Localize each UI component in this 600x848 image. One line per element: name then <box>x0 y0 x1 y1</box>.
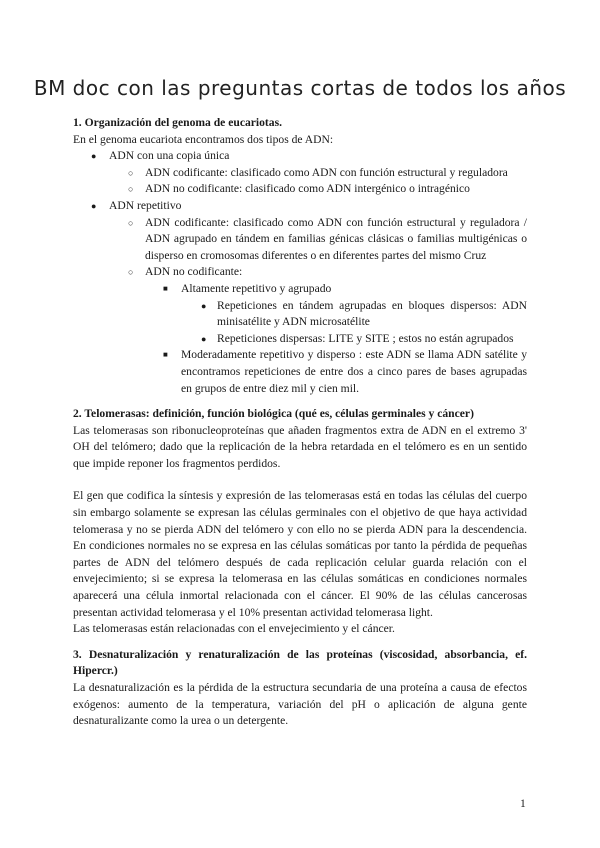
section-2-heading: 2. Telomerasas: definición, función biológica (qué es, células germinales y cáncer) <box>73 407 474 421</box>
list-item <box>73 198 527 215</box>
bullet-marker: ● <box>91 151 97 162</box>
bullet-marker: ● <box>201 333 207 344</box>
list-item <box>73 165 527 182</box>
document-body <box>73 115 527 730</box>
section-1-heading: 1. Organización del genoma de eucariotas. <box>73 116 282 129</box>
section-3-paragraph: La desnaturalización es la pérdida de la estructura secundaria de una proteína a causa de efectos exógenos: aumento de la temperatura, variación del pH o aplicación de alguna gente desnaturalizante como la urea o un detergente. <box>73 681 527 728</box>
square-marker: ■ <box>163 283 168 293</box>
list-item-text: ADN codificante: clasificado como ADN con función estructural y reguladora <box>145 165 508 179</box>
section-2-paragraph: Las telomerasas están relacionadas con el envejecimiento y el cáncer. <box>73 622 395 636</box>
section-2-paragraph: El gen que codifica la síntesis y expresión de las telomerasas está en todas las células del cuerpo sin embargo solamente se expresan las células germinales con el objetivo de que haya actividad telomerasa y no se pierda ADN del telómero y con ello no se pierda ADN para la descendencia. En condiciones normales no se expresa en las células somáticas por tanto la pérdida de pequeñas partes de ADN del telómero después de cada replicación celular guarda relación con el envejecimiento; si se expresa la telomerasa en las células somáticas en condiciones normales aparecerá una célula inmortal relacionada con el cáncer. El 90% de las células cancerosas presentan actividad telomerasa y el 10% presentan actividad telomerasa light. <box>73 489 527 619</box>
bullet-marker: ● <box>91 200 97 211</box>
list-item-text: Repeticiones en tándem agrupadas en bloques dispersos: ADN minisatélite y ADN microsatélite <box>217 298 527 329</box>
list-item-text: ADN no codificante: <box>145 265 243 279</box>
list-item <box>73 331 527 348</box>
list-item-text: ADN codificante: clasificado como ADN con función estructural y reguladora / ADN agrupado en tándem en familias génicas clásicas o familias multigénicas o disperso en cromosomas diferentes o en diferentes partes del mismo Cruz <box>145 215 527 262</box>
section-3-heading: 3. Desnaturalización y renaturalización de las proteínas (viscosidad, absorbancia, ef. Hipercr.) <box>73 647 527 678</box>
list-item <box>73 281 527 298</box>
list-item <box>73 181 527 198</box>
circle-marker: ○ <box>128 217 134 228</box>
list-item-text: Repeticiones dispersas: LITE y SITE ; estos no están agrupados <box>217 331 514 345</box>
document-title: BM doc con las preguntas cortas de todos los años <box>33 76 567 100</box>
bullet-marker: ● <box>201 300 207 311</box>
list-item-text: ADN no codificante: clasificado como ADN intergénico o intragénico <box>145 182 470 196</box>
list-item <box>73 347 527 397</box>
section-1-intro: En el genoma eucariota encontramos dos tipos de ADN: <box>73 132 334 146</box>
list-item-text: ADN repetitivo <box>109 198 182 212</box>
square-marker: ■ <box>163 350 168 360</box>
list-item-text: Altamente repetitivo y agrupado <box>181 281 332 295</box>
list-item-text: Moderadamente repetitivo y disperso : este ADN se llama ADN satélite y encontramos repeticiones de entre dos a cinco pares de bases agrupadas en grupos de entre diez mil y cien mil. <box>181 348 527 395</box>
list-item <box>73 264 527 281</box>
section-2-paragraph: Las telomerasas son ribonucleoproteínas que añaden fragmentos extra de ADN en el extremo 3' OH del telómero; dado que la replicación de la hebra retardada en el telómero es en un sentido que impide reponer los fragmentos perdidos. <box>73 423 527 470</box>
list-item <box>73 298 527 331</box>
page-number: 1 <box>520 797 526 810</box>
list-item <box>73 215 527 265</box>
list-item <box>73 148 527 165</box>
list-item-text: ADN con una copia única <box>109 149 230 163</box>
genome-list <box>73 148 527 397</box>
circle-marker: ○ <box>128 267 134 278</box>
circle-marker: ○ <box>128 184 134 195</box>
circle-marker: ○ <box>128 167 134 178</box>
